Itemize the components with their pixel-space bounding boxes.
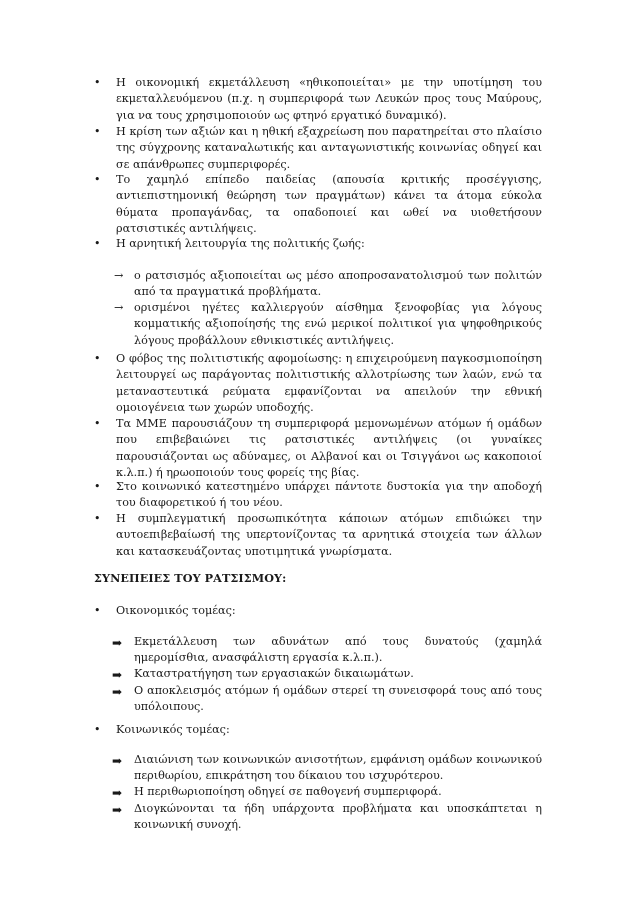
consequences-heading: ΣΥΝΕΠΕΙΕΣ ΤΟΥ ΡΑΤΣΙΣΜΟΥ: xyxy=(94,571,287,585)
arrow-right-icon: ➡ xyxy=(112,803,123,817)
economic-sector xyxy=(94,603,542,619)
subitem-text: ο ρατσισμός αξιοποιείται ως μέσο αποπροσανατολισμού των πολιτών από τα πραγματικά προβλήματα. xyxy=(134,269,542,299)
economic-item-exclusion xyxy=(112,683,542,716)
economic-sector-title: Οικονομικός τομέας: xyxy=(116,604,236,617)
bullet-text: Η κρίση των αξιών και η ηθική εξαχρείωση που παρατηρείται στο πλαίσιο της σύγχρονης καταναλωτικής και ανταγωνιστικής κοινωνίας οδηγεί και σε απάνθρωπες συμπεριφορές. xyxy=(116,125,542,171)
bullet-dot: • xyxy=(94,723,101,736)
bullet-text: Η αρνητική λειτουργία της πολιτικής ζωής: xyxy=(116,237,365,250)
bullet-dot: • xyxy=(94,512,101,525)
social-item-inequalities xyxy=(112,752,542,785)
bullet-economic-exploitation xyxy=(94,75,542,124)
bullet-text: Η οικονομική εκμετάλλευση «ηθικοποιείται» με την υποτίμηση του εκμεταλλευόμενου (π.χ. η συμπεριφορά των Λευκών προς τους Μαύρους, για να τους χρησιμοποιούν ως φτηνό εργατικό δυναμικό). xyxy=(116,76,542,122)
bullet-establishment xyxy=(94,479,542,512)
subitem-text: Ο αποκλεισμός ατόμων ή ομάδων στερεί τη συνεισφορά τους από τους υπόλοιπους. xyxy=(134,684,542,714)
arrow-icon: → xyxy=(114,301,124,314)
bullet-low-education xyxy=(94,172,542,238)
bullet-text: Το χαμηλό επίπεδο παιδείας (απουσία κριτικής προσέγγισης, αντιεπιστημονική θεώρηση των πραγμάτων) κάνει τα άτομα εύκολα θύματα προπαγάνδας, τα οπαδοποιεί και ωθεί να υιοθετήσουν ρατσιστικές αντιλήψεις. xyxy=(116,173,542,236)
arrow-right-icon: ➡ xyxy=(112,668,123,682)
political-subitem-disorientation xyxy=(114,268,542,301)
subitem-text: Η περιθωριοποίηση οδηγεί σε παθογενή συμπεριφορά. xyxy=(134,785,442,798)
bullet-text: Ο φόβος της πολιτιστικής αφομοίωσης: η επιχειρούμενη παγκοσμιοποίηση λειτουργεί ως παράγοντας πολιτιστικής αλλοτρίωσης των λαών, ενώ τα μεταναστευτικά ρεύματα εμφανίζονται να απειλούν την εθνική ομοιογένεια των χωρών υποδοχής. xyxy=(116,352,542,415)
arrow-icon: → xyxy=(114,269,124,282)
subitem-text: Εκμετάλλευση των αδυνάτων από τους δυνατούς (χαμηλά ημερομίσθια, ανασφάλιστη εργασία κ.λ.π.). xyxy=(134,635,542,665)
subitem-text: Διογκώνονται τα ήδη υπάρχοντα προβλήματα και υποσκάπτεται η κοινωνική συνοχή. xyxy=(134,802,542,832)
subitem-text: Διαιώνιση των κοινωνικών ανισοτήτων, εμφάνιση ομάδων κοινωνικού περιθωρίου, επικράτηση του δίκαιου του ισχυρότερου. xyxy=(134,753,542,783)
economic-item-exploitation xyxy=(112,634,542,667)
bullet-dot: • xyxy=(94,76,101,89)
social-item-marginalization xyxy=(112,784,542,800)
political-subitem-xenophobia xyxy=(114,300,542,349)
bullet-dot: • xyxy=(94,352,101,365)
bullet-dot: • xyxy=(94,604,101,617)
arrow-right-icon: ➡ xyxy=(112,685,123,699)
bullet-dot: • xyxy=(94,125,101,138)
bullet-values-crisis xyxy=(94,124,542,173)
bullet-cultural-assimilation xyxy=(94,351,542,417)
bullet-dot: • xyxy=(94,480,101,493)
arrow-right-icon: ➡ xyxy=(112,754,123,768)
bullet-text: Στο κοινωνικό κατεστημένο υπάρχει πάντοτε δυστοκία για την αποδοχή του διαφορετικού ή του νέου. xyxy=(116,480,542,510)
subitem-text: Καταστρατήγηση των εργασιακών δικαιωμάτων. xyxy=(134,667,414,680)
subitem-text: ορισμένοι ηγέτες καλλιεργούν αίσθημα ξενοφοβίας για λόγους κομματικής αξιοποίησής της ενώ μερικοί πολιτικοί για ψηφοθηρικούς λόγους προβάλλουν εθνικιστικές αντιλήψεις. xyxy=(134,301,542,347)
arrow-right-icon: ➡ xyxy=(112,636,123,650)
bullet-political-life xyxy=(94,236,542,252)
social-sector xyxy=(94,722,542,738)
social-sector-title: Κοινωνικός τομέας: xyxy=(116,723,230,736)
bullet-dot: • xyxy=(94,237,101,250)
bullet-text: Η συμπλεγματική προσωπικότητα κάποιων ατόμων επιδιώκει την αυτοεπιβεβαίωσή της υπερτονίζοντας τα αρνητικά στοιχεία των άλλων και κατασκευάζοντας υποτιμητικά γνωρίσματα. xyxy=(116,512,542,558)
bullet-dot: • xyxy=(94,173,101,186)
bullet-media xyxy=(94,416,542,482)
economic-item-labor-rights xyxy=(112,666,542,682)
arrow-right-icon: ➡ xyxy=(112,786,123,800)
bullet-text: Τα ΜΜΕ παρουσιάζουν τη συμπεριφορά μεμονωμένων ατόμων ή ομάδων που επιβεβαιώνει τις ρατσιστικές αντιλήψεις (οι γυναίκες παρουσιάζονται ως αδύναμες, οι Αλβανοί και οι Τσιγγάνοι ως κακοποιοί κ.λ.π.) ή ηρωοποιούν τους φορείς της βίας. xyxy=(116,417,542,480)
bullet-dot: • xyxy=(94,417,101,430)
bullet-complex-personality xyxy=(94,511,542,560)
social-item-cohesion xyxy=(112,801,542,834)
